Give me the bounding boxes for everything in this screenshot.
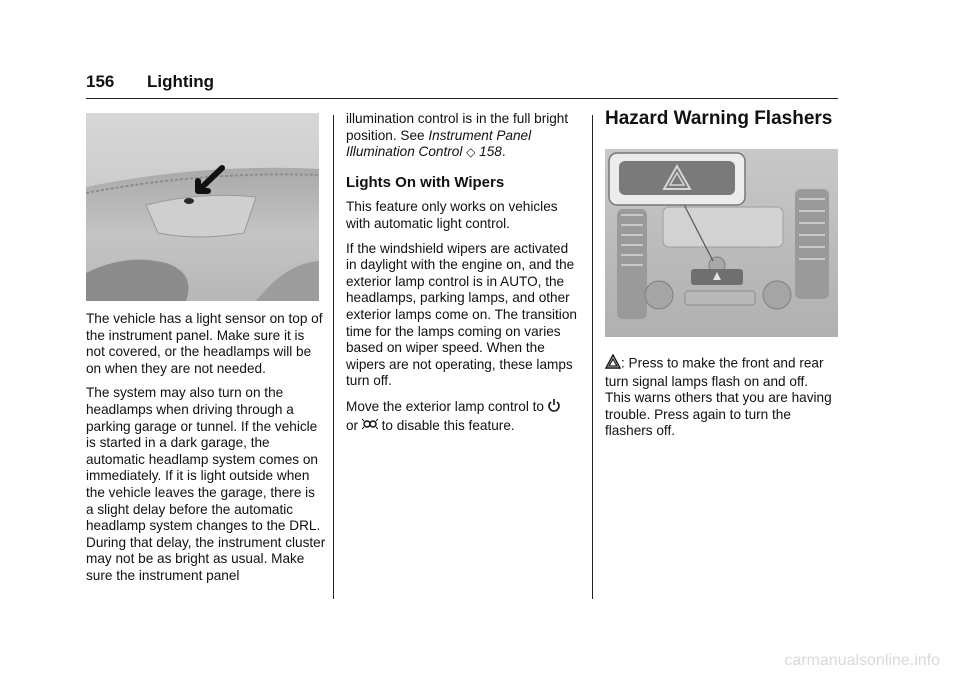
power-off-icon	[548, 398, 560, 417]
center-console-illustration	[605, 149, 838, 337]
middle-column	[346, 111, 582, 443]
continuation-paragraph: illumination control is in the full bright position. See Instrument Panel Illumination Control ◇ 158.	[346, 111, 569, 160]
parking-lamp-icon	[362, 417, 378, 436]
section-title: Lighting	[147, 72, 215, 91]
hazard-warning-icon	[605, 354, 621, 374]
right-column	[605, 354, 835, 448]
ref-page-number[interactable]: 158	[479, 144, 502, 160]
page-header	[86, 72, 838, 98]
column-divider-left	[333, 115, 334, 599]
instrument-panel-link[interactable]: Instrument Panel Illumination Control	[346, 127, 532, 160]
or-text: or	[346, 417, 359, 433]
right-column-heading	[605, 108, 845, 129]
garage-paragraph: The system may also turn on the headlamps when driving through a parking garage or tunnel. If the vehicle is started in a dark garage, the automatic headlamp system comes on immediately. If it is light outside when the vehicle leaves the garage, there is a slight delay before the automatic headlamp system changes to the DRL. During that delay, the instrument cluster may not be as bright as usual. Make sure the instrument panel	[86, 385, 326, 583]
hazard-button-figure	[605, 149, 838, 337]
wipers-heading: Lights On with Wipers	[346, 173, 505, 191]
disable-text: to disable this feature.	[381, 417, 515, 433]
wipers-paragraph-1: This feature only works on vehicles with automatic light control.	[346, 199, 558, 231]
column-divider-right	[592, 115, 593, 599]
wipers-paragraph-2: If the windshield wipers are activated in daylight with the engine on, and the exterior lamp control is in AUTO, the headlamps, parking lamps, and other exterior lamps come on. The transition time for the lamps coming on varies based on wiper speed. When the wipers are not operating, these lamps turn off.	[346, 240, 577, 389]
left-column	[86, 311, 326, 593]
hazard-heading: Hazard Warning Flashers	[605, 108, 833, 129]
watermark: carmanualsonline.info	[784, 652, 940, 669]
page-ref-icon: ◇	[466, 145, 476, 160]
light-sensor-figure	[86, 113, 319, 301]
disable-instruction	[346, 398, 582, 435]
continuation-text: illumination control is in the full bright position. See	[346, 111, 569, 143]
hazard-description-text: : Press to make the front and rear turn signal lamps flash on and off. This warns others that you are having trouble. Press again to turn the flashers off.	[605, 355, 832, 439]
sensor-paragraph: The vehicle has a light sensor on top of the instrument panel. Make sure it is not covered, or the headlamps will be on when they are not needed.	[86, 311, 323, 376]
hazard-description	[605, 354, 835, 440]
move-text: Move the exterior lamp control to	[346, 398, 544, 414]
page-number: 156	[86, 72, 115, 91]
header-rule	[86, 98, 838, 99]
dashboard-illustration	[86, 113, 319, 301]
